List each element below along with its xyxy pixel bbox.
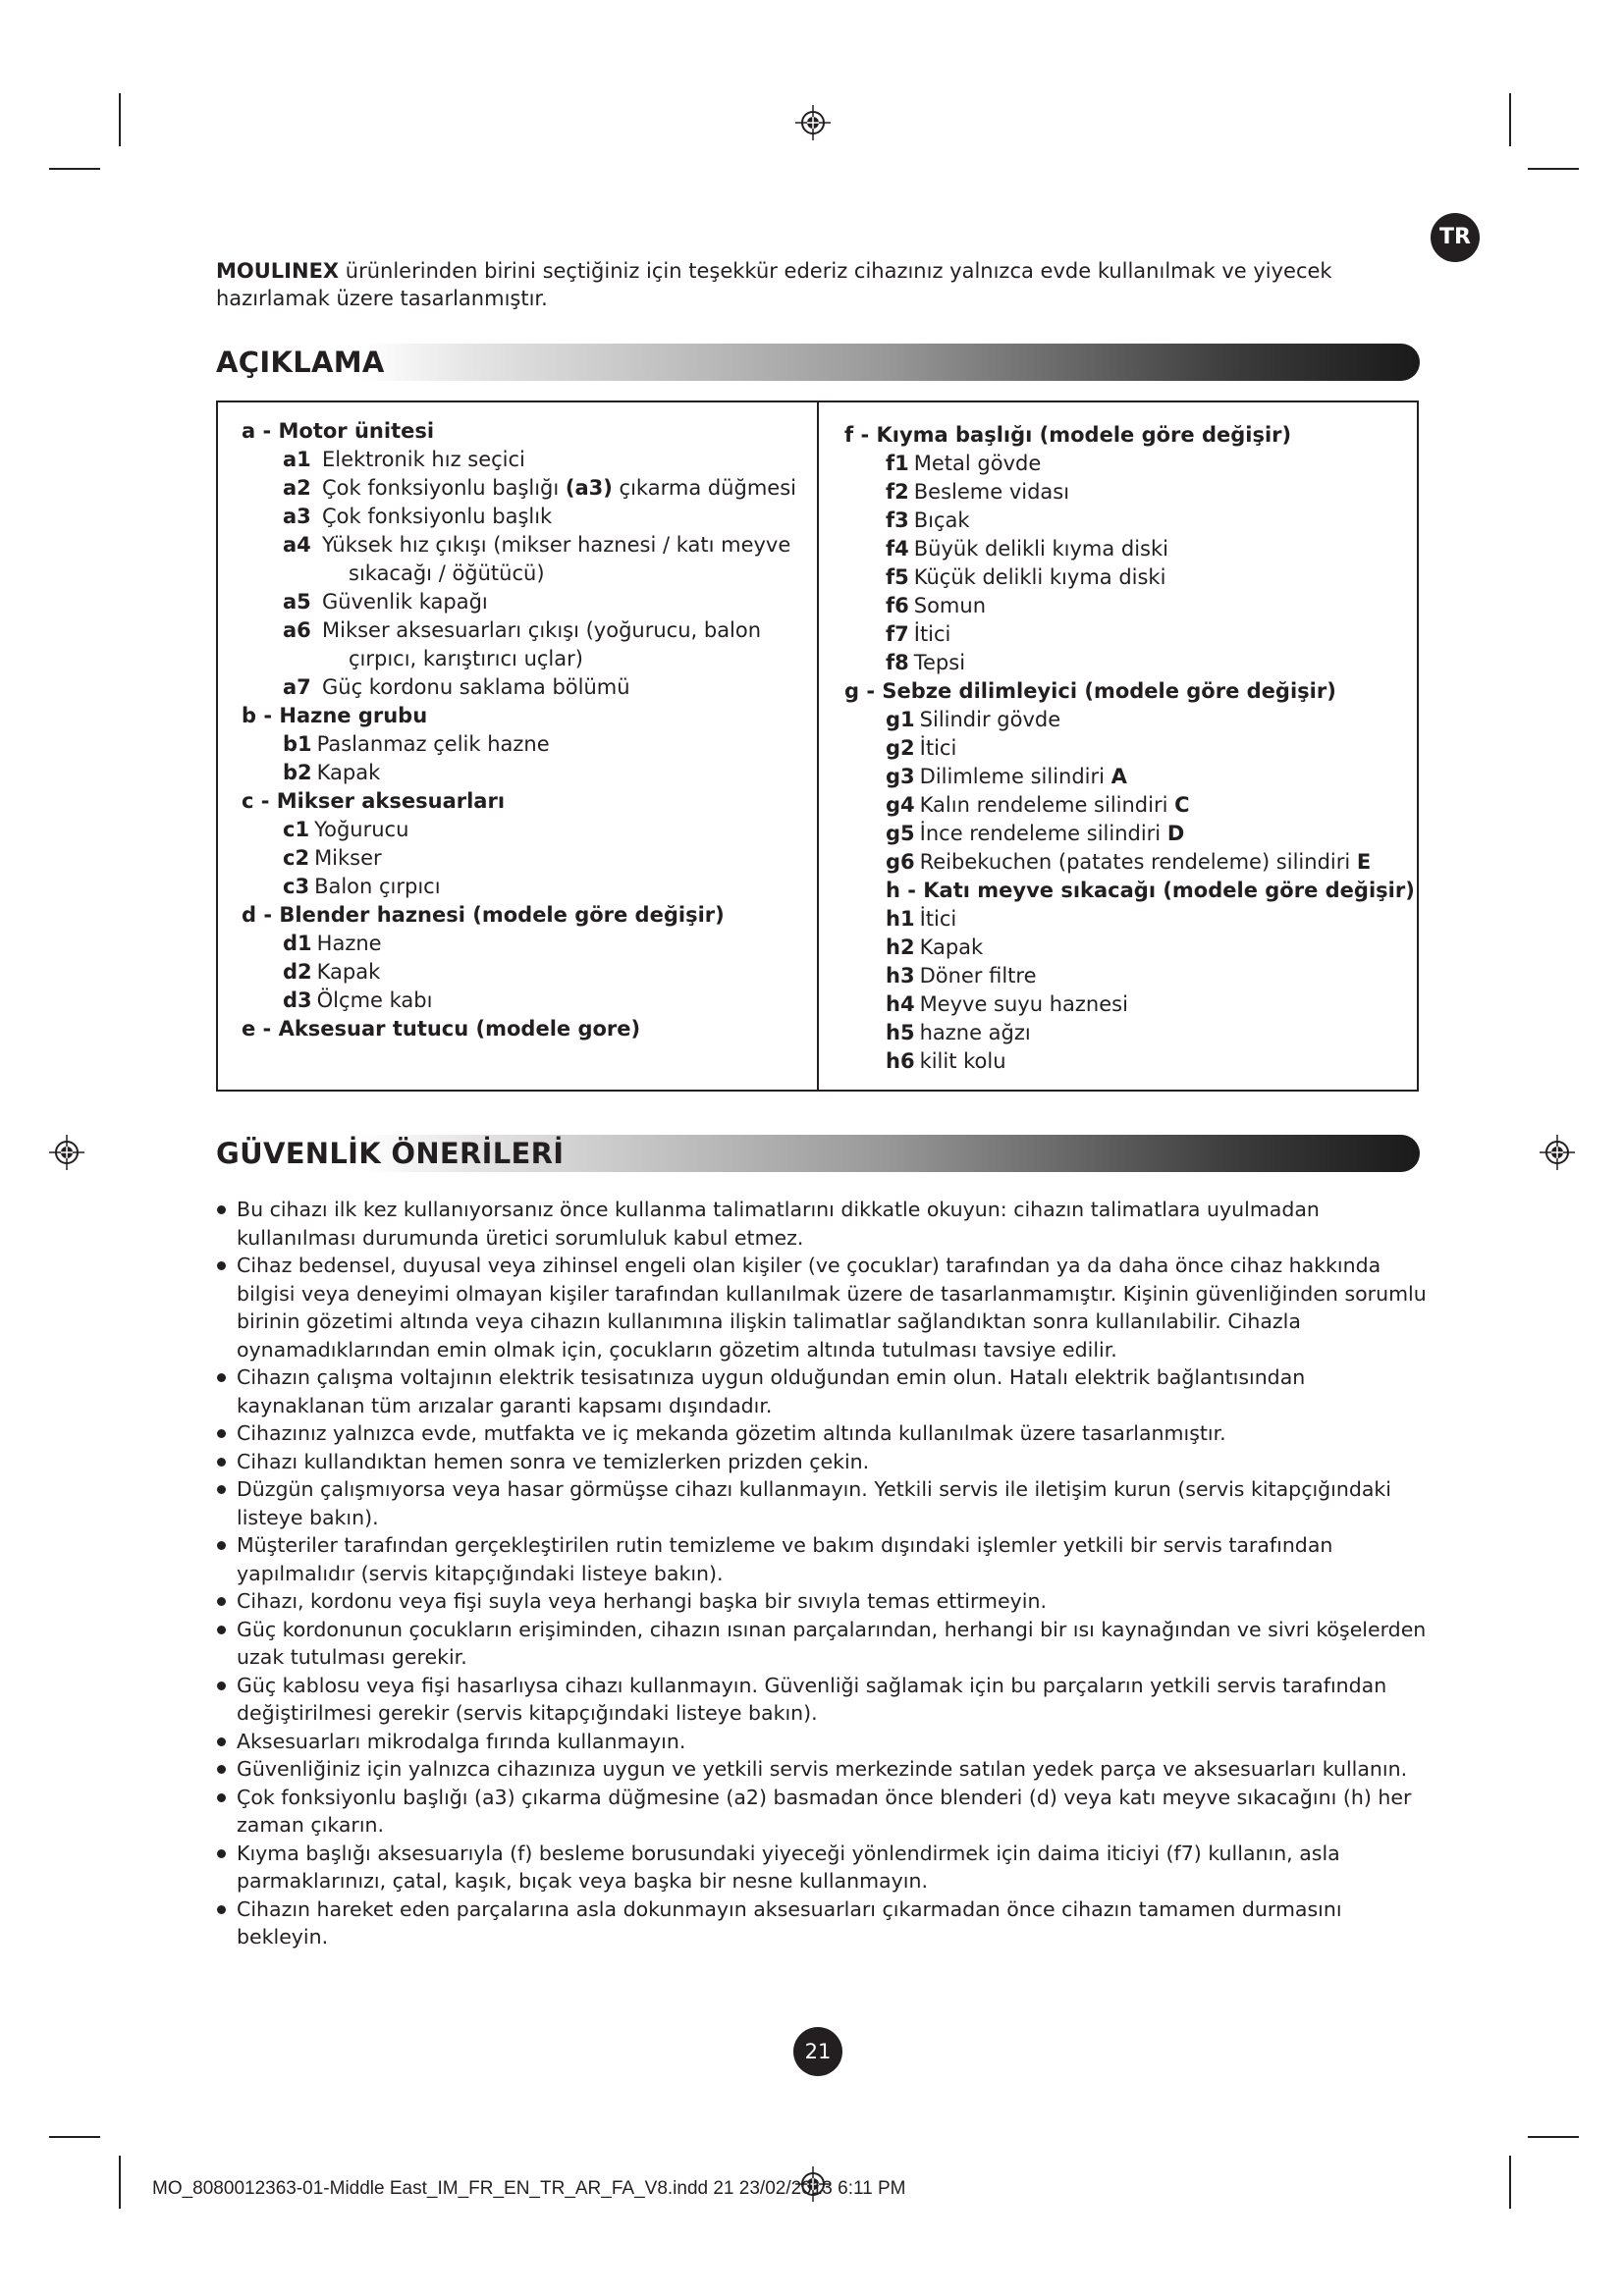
registration-mark-icon [47, 1133, 86, 1172]
part-item: g6 Reibekuchen (patates rendeleme) silindiri E [886, 850, 1372, 874]
description-section-header [216, 344, 1420, 381]
list-item: Cihazın çalışma voltajının elektrik tesisatınıza uygun olduğundan emin olun. Hatalı elektrik bağlantısından kaynaklanan tüm arızalar garanti kapsamı dışındadır. [216, 1363, 1434, 1419]
part-item: f5 Küçük delikli kıyma diski [886, 565, 1166, 589]
part-item: h4 Meyve suyu haznesi [886, 992, 1128, 1016]
list-item: Cihazın hareket eden parçalarına asla dokunmayın aksesuarları çıkarmadan önce cihazın tamamen durmasını bekleyin. [216, 1896, 1434, 1951]
part-item: a5 Güvenlik kapağı [283, 590, 488, 614]
part-item: d3 Ölçme kabı [283, 988, 433, 1012]
part-item: f6 Somun [886, 594, 987, 617]
part-item: f1 Metal gövde [886, 452, 1042, 475]
part-item: a3 Çok fonksiyonlu başlık [283, 505, 553, 528]
list-item: Çok fonksiyonlu başlığı (a3) çıkarma düğmesine (a2) basmadan önce blenderi (d) veya katı meyve sıkacağını (h) her zaman çıkarın. [216, 1784, 1434, 1840]
part-item: h2 Kapak [886, 935, 984, 959]
list-item: Cihazınız yalnızca evde, mutfakta ve iç mekanda gözetim altında kullanılmak üzere tasarlanmıştır. [216, 1419, 1434, 1448]
crop-mark [1528, 168, 1579, 170]
crop-mark [119, 93, 121, 146]
crop-mark [49, 168, 100, 170]
intro-paragraph [216, 257, 1404, 312]
list-item: Düzgün çalışmıyorsa veya hasar görmüşse cihazı kullanmayın. Yetkili servis ile iletişim kurun (servis kitapçığındaki listeye bakın). [216, 1475, 1434, 1531]
list-item: Aksesuarları mikrodalga fırında kullanmayın. [216, 1728, 1434, 1756]
part-group-g: g - Sebze dilimleyici (modele göre değişir) [844, 679, 1336, 703]
part-group-b: b - Hazne grubu [242, 704, 428, 727]
page-number: 21 [793, 2027, 842, 2076]
safety-title: GÜVENLİK ÖNERİLERİ [216, 1137, 565, 1170]
safety-section-header [216, 1135, 1420, 1172]
part-item: c3 Balon çırpıcı [283, 875, 441, 898]
crop-mark [1528, 2136, 1579, 2138]
part-item: a4 Yüksek hız çıkışı (mikser haznesi / katı meyve [283, 533, 791, 557]
crop-mark [1509, 93, 1511, 146]
list-item: Güç kordonunun çocukların erişiminden, cihazın ısınan parçalarından, herhangi bir ısı kaynağından ve sivri köşelerden uzak tutulması gerekir. [216, 1616, 1434, 1672]
part-item: f8 Tepsi [886, 651, 966, 674]
part-item: g3 Dilimleme silindiri A [886, 765, 1127, 788]
crop-mark [49, 2136, 100, 2138]
list-item: Cihazı, kordonu veya fişi suyla veya herhangi başka bir sıvıyla temas ettirmeyin. [216, 1587, 1434, 1616]
part-item: a2 Çok fonksiyonlu başlığı (a3) çıkarma düğmesi [283, 476, 796, 500]
crop-mark [1509, 2156, 1511, 2209]
part-item: f4 Büyük delikli kıyma diski [886, 537, 1168, 561]
language-badge: TR [1431, 213, 1480, 262]
description-title: AÇIKLAMA [216, 346, 385, 379]
part-group-h: h - Katı meyve sıkacağı (modele göre değişir) [886, 879, 1415, 902]
part-group-f: f - Kıyma başlığı (modele göre değişir) [844, 423, 1292, 447]
part-item: f7 İtici [886, 622, 951, 646]
part-item: h6 kilit kolu [886, 1049, 1006, 1073]
part-item: d2 Kapak [283, 960, 381, 984]
part-item: h5 hazne ağzı [886, 1021, 1031, 1044]
part-item-continuation: sıkacağı / öğütücü) [349, 561, 545, 585]
list-item: Cihaz bedensel, duyusal veya zihinsel engeli olan kişiler (ve çocuklar) tarafından ya da daha önce cihaz hakkında bilgisi veya deneyimi olmayan kişiler tarafından kullanılmak üzere de tasarlanmamıştır. Kişinin güvenliğinden sorumlu birinin gözetimi altında veya cihazın kullanımına ilişkin talimatlar sağlandıktan sonra kullanılabilir. Cihazla oynamadıklarından emin olmak için, çocukların gözetim altında tutulması tavsiye edilir. [216, 1252, 1434, 1363]
part-group-d: d - Blender haznesi (modele göre değişir) [242, 903, 725, 927]
part-item: g1 Silindir gövde [886, 708, 1061, 731]
intro-text: ürünlerinden birini seçtiğiniz için teşekkür ederiz cihazınız yalnızca evde kullanılmak ve yiyecek hazırlamak üzere tasarlanmıştır. [216, 259, 1332, 310]
description-left-column [242, 417, 796, 1043]
part-item: a7 Güç kordonu saklama bölümü [283, 675, 630, 699]
part-group-a: a - Motor ünitesi [242, 419, 435, 443]
part-group-e: e - Aksesuar tutucu (modele gore) [242, 1017, 641, 1041]
part-item: h3 Döner filtre [886, 964, 1037, 988]
part-item: g5 İnce rendeleme silindiri D [886, 822, 1185, 845]
part-item: c1 Yoğurucu [283, 818, 409, 841]
registration-mark-icon [1538, 1133, 1577, 1172]
print-slug-footer: MO_8080012363-01-Middle East_IM_FR_EN_TR_AR_FA_V8.indd 21 23/02/2013 6:11 PM [152, 2178, 906, 2199]
safety-list [216, 1196, 1434, 1951]
part-item: d1 Hazne [283, 932, 382, 955]
part-item: f2 Besleme vidası [886, 480, 1070, 504]
list-item: Kıyma başlığı aksesuarıyla (f) besleme borusundaki yiyeceği yönlendirmek için daima iticiyi (f7) kullanın, asla parmaklarınızı, çatal, kaşık, bıçak veya başka bir nesne kullanmayın. [216, 1840, 1434, 1896]
part-item: h1 İtici [886, 907, 957, 931]
brand-name: MOULINEX [216, 259, 340, 283]
registration-mark-icon [793, 103, 833, 142]
description-right-column [844, 421, 1415, 1076]
list-item: Cihazı kullandıktan hemen sonra ve temizlerken prizden çekin. [216, 1448, 1434, 1476]
part-item: b2 Kapak [283, 761, 381, 784]
part-item-continuation: çırpıcı, karıştırıcı uçlar) [349, 647, 583, 670]
column-divider [817, 400, 819, 1092]
part-item: a6 Mikser aksesuarları çıkışı (yoğurucu, balon [283, 618, 762, 642]
part-item: g2 İtici [886, 736, 957, 760]
part-item: b1 Paslanmaz çelik hazne [283, 732, 550, 756]
list-item: Bu cihazı ilk kez kullanıyorsanız önce kullanma talimatlarını dikkatle okuyun: cihazın talimatlara uyulmadan kullanılması durumunda üretici sorumluluk kabul etmez. [216, 1196, 1434, 1252]
part-item: c2 Mikser [283, 846, 382, 870]
list-item: Güç kablosu veya fişi hasarlıysa cihazı kullanmayın. Güvenliği sağlamak için bu parçaların yetkili servis tarafından değiştirilmesi gerekir (servis kitapçığındaki listeye bakın). [216, 1672, 1434, 1728]
part-group-c: c - Mikser aksesuarları [242, 789, 506, 813]
part-item: f3 Bıçak [886, 508, 970, 532]
part-item: g4 Kalın rendeleme silindiri C [886, 793, 1190, 817]
list-item: Müşteriler tarafından gerçekleştirilen rutin temizleme ve bakım dışındaki işlemler yetkili bir servis tarafından yapılmalıdır (servis kitapçığındaki listeye bakın). [216, 1531, 1434, 1587]
list-item: Güvenliğiniz için yalnızca cihazınıza uygun ve yetkili servis merkezinde satılan yedek parça ve aksesuarları kullanın. [216, 1755, 1434, 1784]
crop-mark [119, 2156, 121, 2209]
part-item: a1 Elektronik hız seçici [283, 448, 525, 471]
